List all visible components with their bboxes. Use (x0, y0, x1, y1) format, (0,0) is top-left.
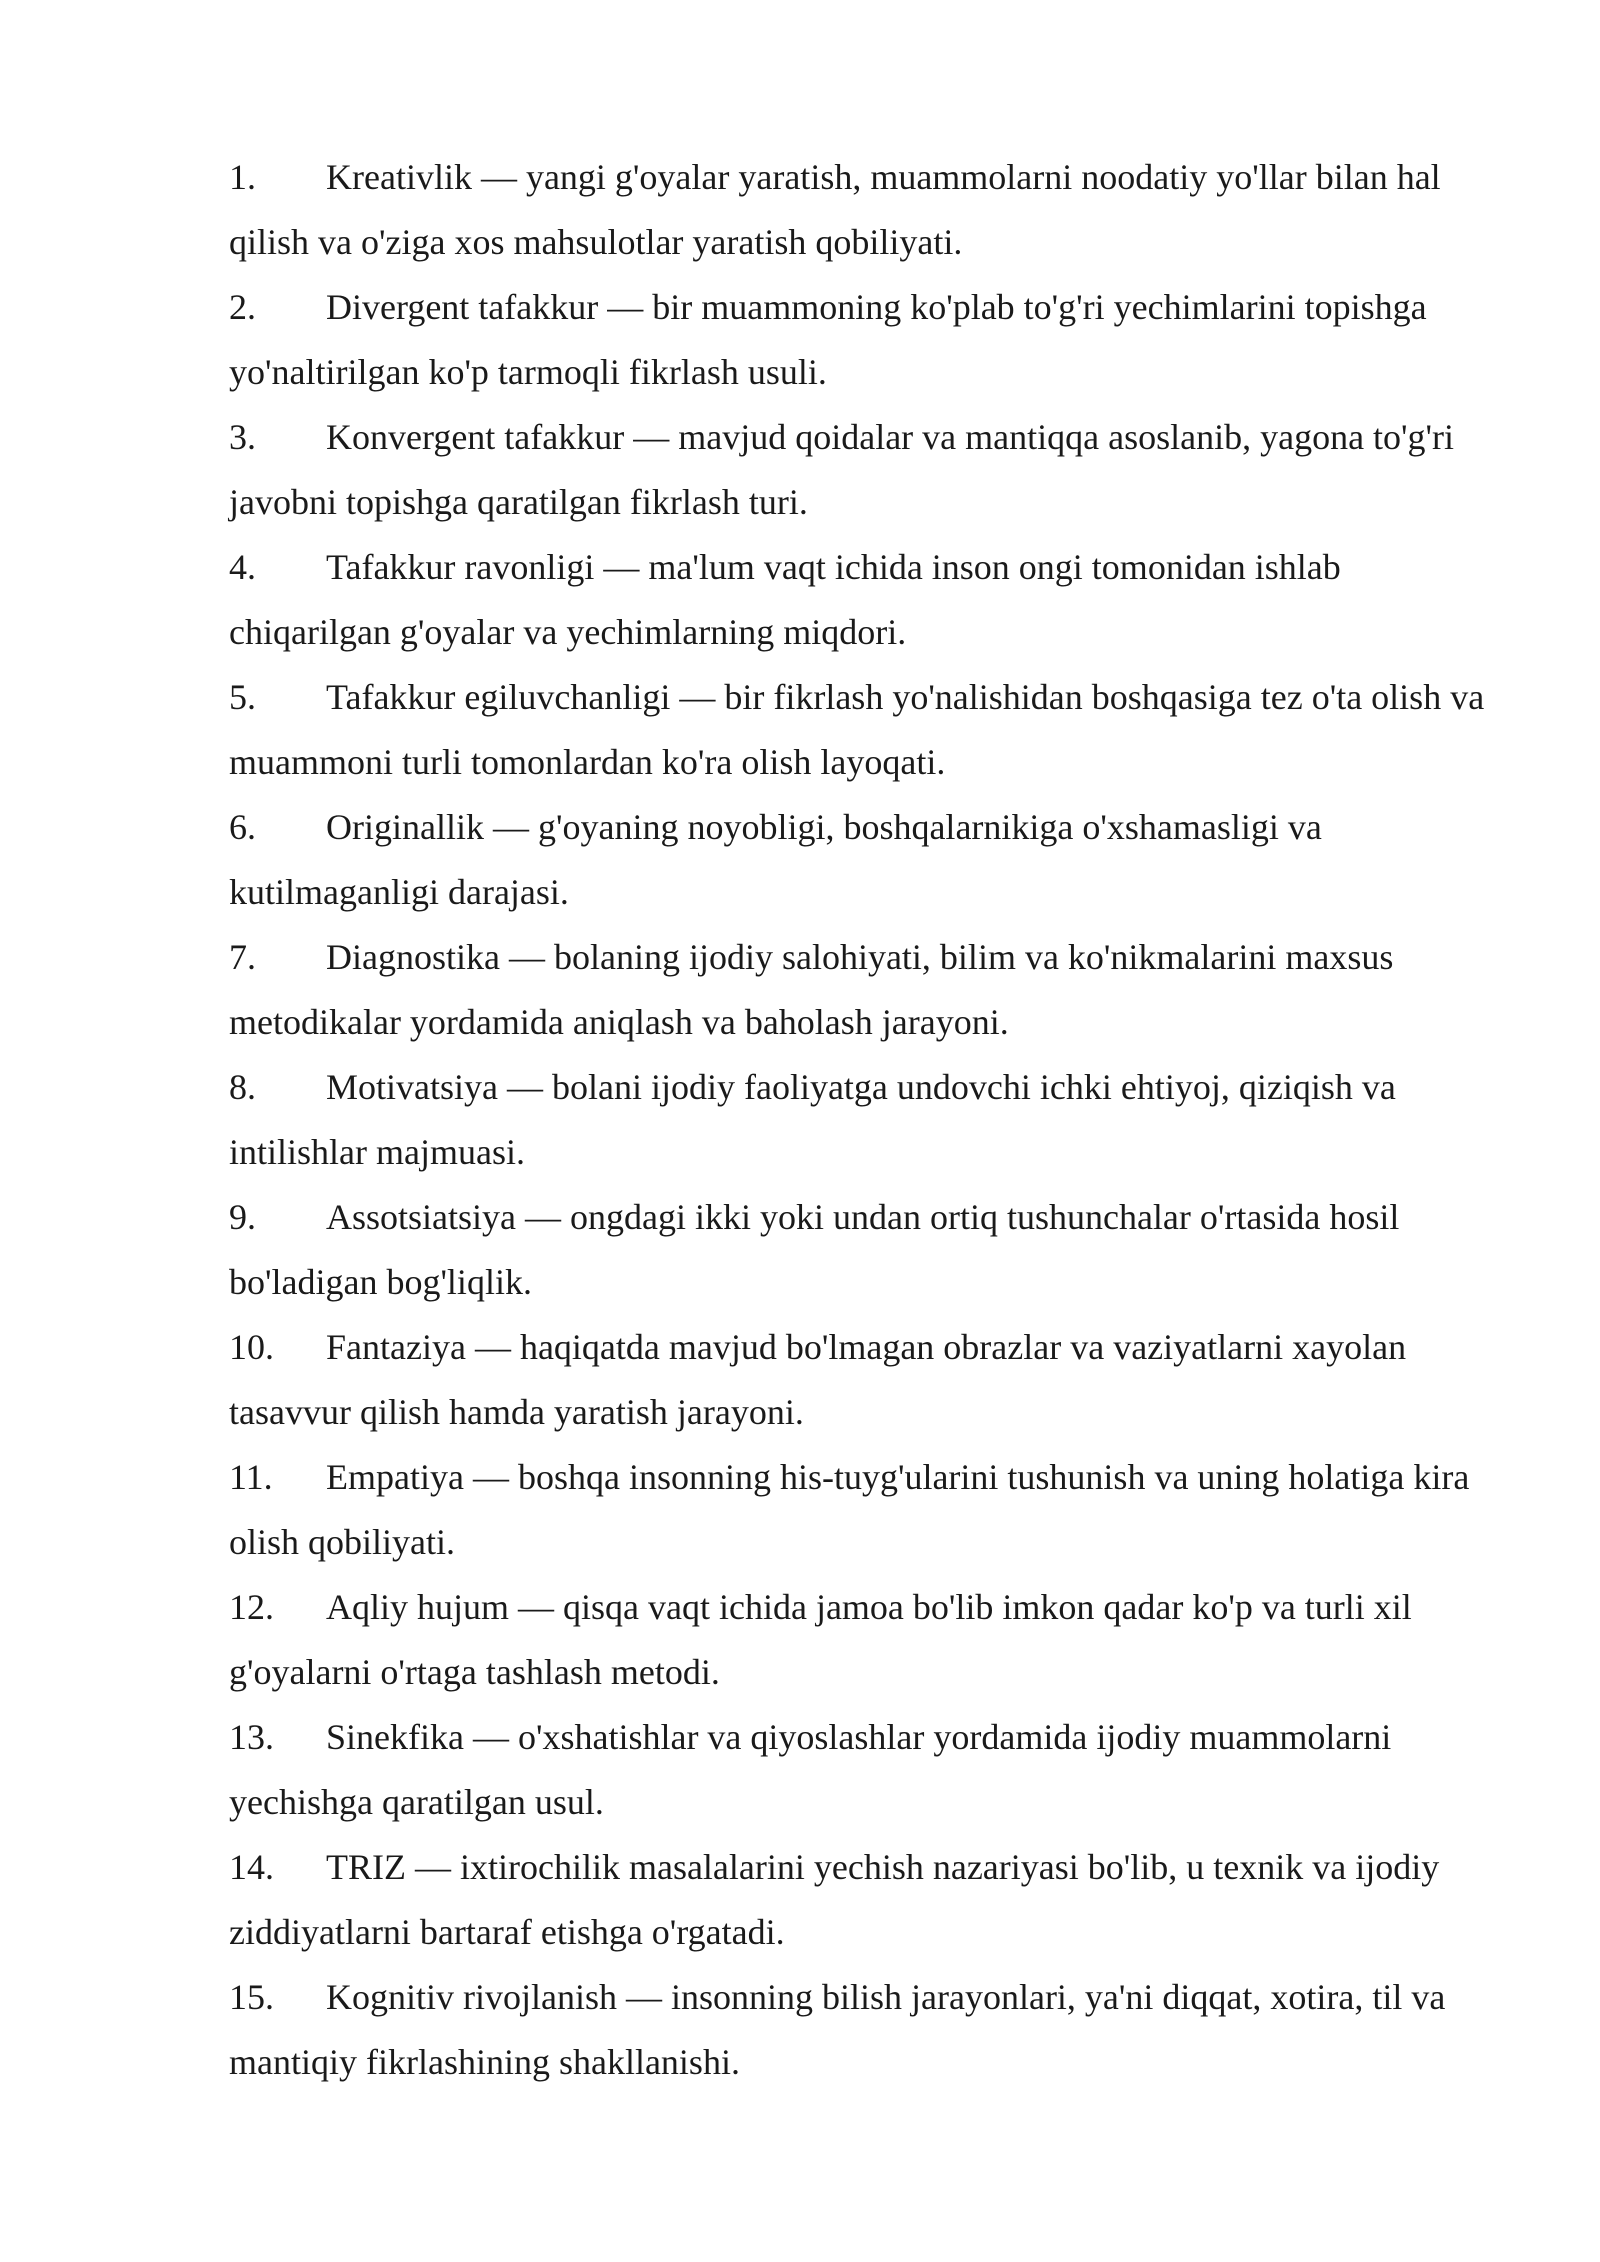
item-text: Sinekfika — o'xshatishlar va qiyoslashlar yordamida ijodiy muammolarni yechishga qaratilgan usul. (229, 1717, 1392, 1822)
item-number: 13. (229, 1717, 274, 1757)
item-text: Kognitiv rivojlanish — insonning bilish jarayonlari, ya'ni diqqat, xotira, til va mantiqiy fikrlashining shakllanishi. (229, 1977, 1446, 2082)
item-text: Konvergent tafakkur — mavjud qoidalar va mantiqqa asoslanib, yagona to'g'ri javobni topishga qaratilgan fikrlash turi. (229, 417, 1455, 522)
glossary-item (229, 275, 1489, 405)
item-number: 8. (229, 1067, 256, 1107)
item-number: 15. (229, 1977, 274, 2017)
item-text: Aqliy hujum — qisqa vaqt ichida jamoa bo'lib imkon qadar ko'p va turli xil g'oyalarni o'rtaga tashlash metodi. (229, 1587, 1412, 1692)
item-text: TRIZ — ixtirochilik masalalarini yechish nazariyasi bo'lib, u texnik va ijodiy ziddiyatlarni bartaraf etishga o'rgatadi. (229, 1847, 1440, 1952)
glossary-item (229, 145, 1489, 275)
glossary-item (229, 1445, 1489, 1575)
item-number: 12. (229, 1587, 274, 1627)
glossary-item (229, 1055, 1489, 1185)
item-number: 1. (229, 157, 256, 197)
item-number: 9. (229, 1197, 256, 1237)
item-text: Assotsiatsiya — ongdagi ikki yoki undan ortiq tushunchalar o'rtasida hosil bo'ladigan bog'liqlik. (229, 1197, 1400, 1302)
item-number: 5. (229, 677, 256, 717)
glossary-item (229, 1835, 1489, 1965)
item-text: Divergent tafakkur — bir muammoning ko'plab to'g'ri yechimlarini topishga yo'naltirilgan ko'p tarmoqli fikrlash usuli. (229, 287, 1427, 392)
item-number: 2. (229, 287, 256, 327)
glossary-item (229, 665, 1489, 795)
item-text: Empatiya — boshqa insonning his-tuyg'ularini tushunish va uning holatiga kira olish qobiliyati. (229, 1457, 1470, 1562)
glossary-item (229, 1185, 1489, 1315)
glossary-item (229, 925, 1489, 1055)
glossary-item (229, 1705, 1489, 1835)
item-text: Kreativlik — yangi g'oyalar yaratish, muammolarni noodatiy yo'llar bilan hal qilish va o'ziga xos mahsulotlar yaratish qobiliyati. (229, 157, 1441, 262)
item-text: Fantaziya — haqiqatda mavjud bo'lmagan obrazlar va vaziyatlarni xayolan tasavvur qilish hamda yaratish jarayoni. (229, 1327, 1407, 1432)
item-number: 14. (229, 1847, 274, 1887)
item-number: 4. (229, 547, 256, 587)
item-text: Tafakkur ravonligi — ma'lum vaqt ichida inson ongi tomonidan ishlab chiqarilgan g'oyalar va yechimlarning miqdori. (229, 547, 1341, 652)
glossary-item (229, 1575, 1489, 1705)
item-number: 11. (229, 1457, 273, 1497)
item-text: Tafakkur egiluvchanligi — bir fikrlash yo'nalishidan boshqasiga tez o'ta olish va muammoni turli tomonlardan ko'ra olish layoqati. (229, 677, 1485, 782)
glossary-item (229, 795, 1489, 925)
item-number: 6. (229, 807, 256, 847)
item-text: Motivatsiya — bolani ijodiy faoliyatga undovchi ichki ehtiyoj, qiziqish va intilishlar majmuasi. (229, 1067, 1396, 1172)
glossary-item (229, 1965, 1489, 2095)
item-number: 3. (229, 417, 256, 457)
item-text: Diagnostika — bolaning ijodiy salohiyati, bilim va ko'nikmalarini maxsus metodikalar yordamida aniqlash va baholash jarayoni. (229, 937, 1394, 1042)
glossary-list (229, 145, 1489, 2095)
glossary-item (229, 1315, 1489, 1445)
glossary-item (229, 405, 1489, 535)
item-number: 10. (229, 1327, 274, 1367)
item-text: Originallik — g'oyaning noyobligi, boshqalarnikiga o'xshamasligi va kutilmaganligi darajasi. (229, 807, 1322, 912)
item-number: 7. (229, 937, 256, 977)
glossary-item (229, 535, 1489, 665)
